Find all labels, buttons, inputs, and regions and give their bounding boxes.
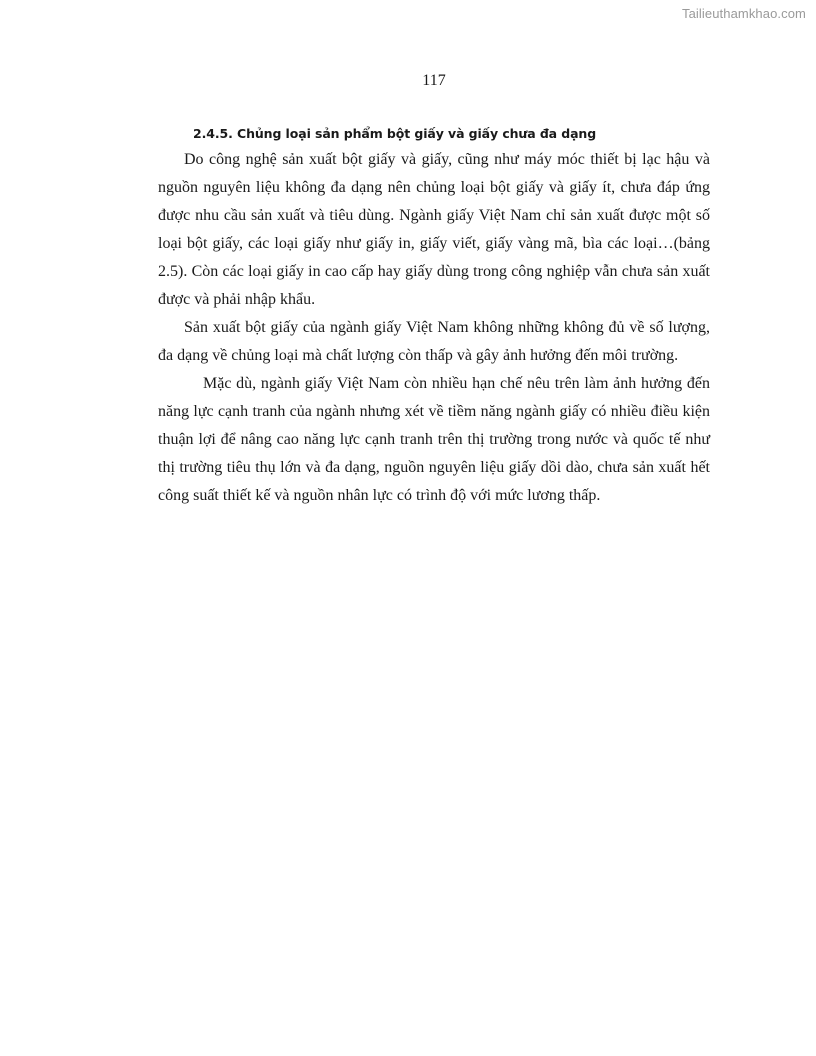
document-body bbox=[158, 123, 710, 510]
paragraph: Do công nghệ sản xuất bột giấy và giấy, cũng như máy móc thiết bị lạc hậu và nguồn nguyên liệu không đa dạng nên chủng loại bột giấy và giấy ít, chưa đáp ứng được nhu cầu sản xuất và tiêu dùng. Ngành giấy Việt Nam chỉ sản xuất được một số loại bột giấy, các loại giấy như giấy in, giấy viết, giấy vàng mã, bìa các loại…(bảng 2.5). Còn các loại giấy in cao cấp hay giấy dùng trong công nghiệp vẫn chưa sản xuất được và phải nhập khẩu. bbox=[158, 151, 710, 308]
page-number: 117 bbox=[422, 72, 446, 89]
paragraph: Mặc dù, ngành giấy Việt Nam còn nhiều hạn chế nêu trên làm ảnh hưởng đến năng lực cạnh tranh của ngành nhưng xét về tiềm năng ngành giấy có nhiều điều kiện thuận lợi để nâng cao năng lực cạnh tranh trên thị trường trong nước và quốc tế như thị trường tiêu thụ lớn và đa dạng, nguồn nguyên liệu giấy dồi dào, chưa sản xuất hết công suất thiết kế và nguồn nhân lực có trình độ với mức lương thấp. bbox=[158, 375, 710, 504]
section-heading: 2.4.5. Chủng loại sản phẩm bột giấy và giấy chưa đa dạng bbox=[193, 126, 597, 141]
watermark: Tailieuthamkhao.com bbox=[681, 6, 806, 21]
paragraph: Sản xuất bột giấy của ngành giấy Việt Nam không những không đủ về số lượng, đa dạng về chủng loại mà chất lượng còn thấp và gây ảnh hưởng đến môi trường. bbox=[158, 319, 710, 364]
